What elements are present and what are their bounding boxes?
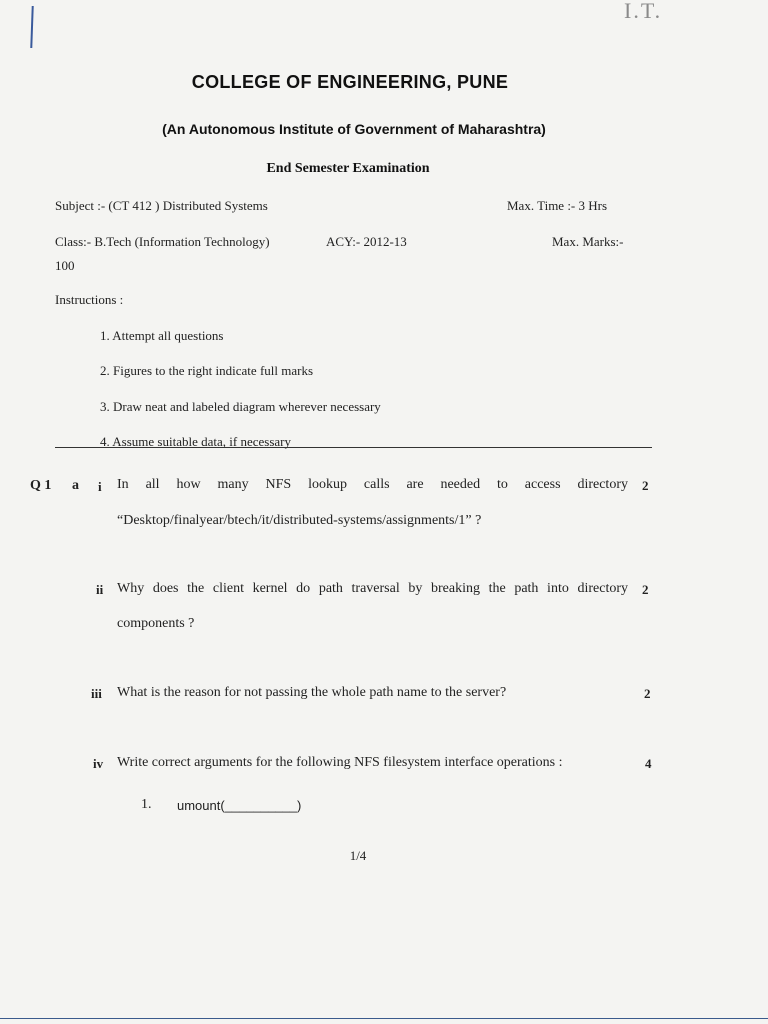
instruction-item: 4. Assume suitable data, if necessary [100,434,291,449]
instructions-title: Instructions : [55,292,124,307]
sub-question-text: Why does the client kernel do path traversal by breaking the path into directory [117,581,628,596]
question-number: Q 1 [30,478,52,493]
operation-number: 1. [141,797,152,812]
marks: 2 [644,686,651,701]
sub-question-text: What is the reason for not passing the whole path name to the server? [117,685,507,700]
instruction-item: 3. Draw neat and labeled diagram wherever necessary [100,399,381,414]
sub-question-number: iii [91,686,102,701]
marks: 2 [642,582,649,597]
sub-question-text: “Desktop/finalyear/btech/it/distributed-systems/assignments/1” ? [117,513,482,528]
class-info: Class:- B.Tech (Information Technology) [55,234,270,249]
max-marks-label: Max. Marks:- [552,234,624,249]
subject: Subject :- (CT 412 ) Distributed Systems [55,198,268,213]
pen-mark [30,6,33,48]
marks: 2 [642,478,649,493]
instruction-item: 2. Figures to the right indicate full marks [100,363,314,378]
marks: 4 [645,756,652,771]
page-bottom-line [0,1018,768,1019]
sub-question-text: In all how many NFS lookup calls are needed to access directory [117,477,628,492]
sub-question-number: iv [93,756,104,771]
instruction-item: 1. Attempt all questions [100,328,224,343]
question-part: a [72,478,79,493]
max-marks-value: 100 [55,258,75,273]
institute-subtitle: (An Autonomous Institute of Government of Maharashtra) [162,121,546,137]
divider [55,447,652,448]
operation-text: umount(__________) [177,798,302,813]
sub-question-number: i [98,479,102,494]
sub-question-number: ii [96,582,104,597]
academic-year: ACY:- 2012-13 [326,234,407,249]
sub-question-text: Write correct arguments for the following NFS filesystem interface operations : [117,755,563,770]
college-name: COLLEGE OF ENGINEERING, PUNE [191,72,509,92]
corner-annotation: I.T. [624,0,663,23]
max-time: Max. Time :- 3 Hrs [507,198,608,213]
sub-question-text: components ? [117,616,195,631]
exam-title: End Semester Examination [266,161,430,176]
page-number: 1/4 [349,848,367,863]
